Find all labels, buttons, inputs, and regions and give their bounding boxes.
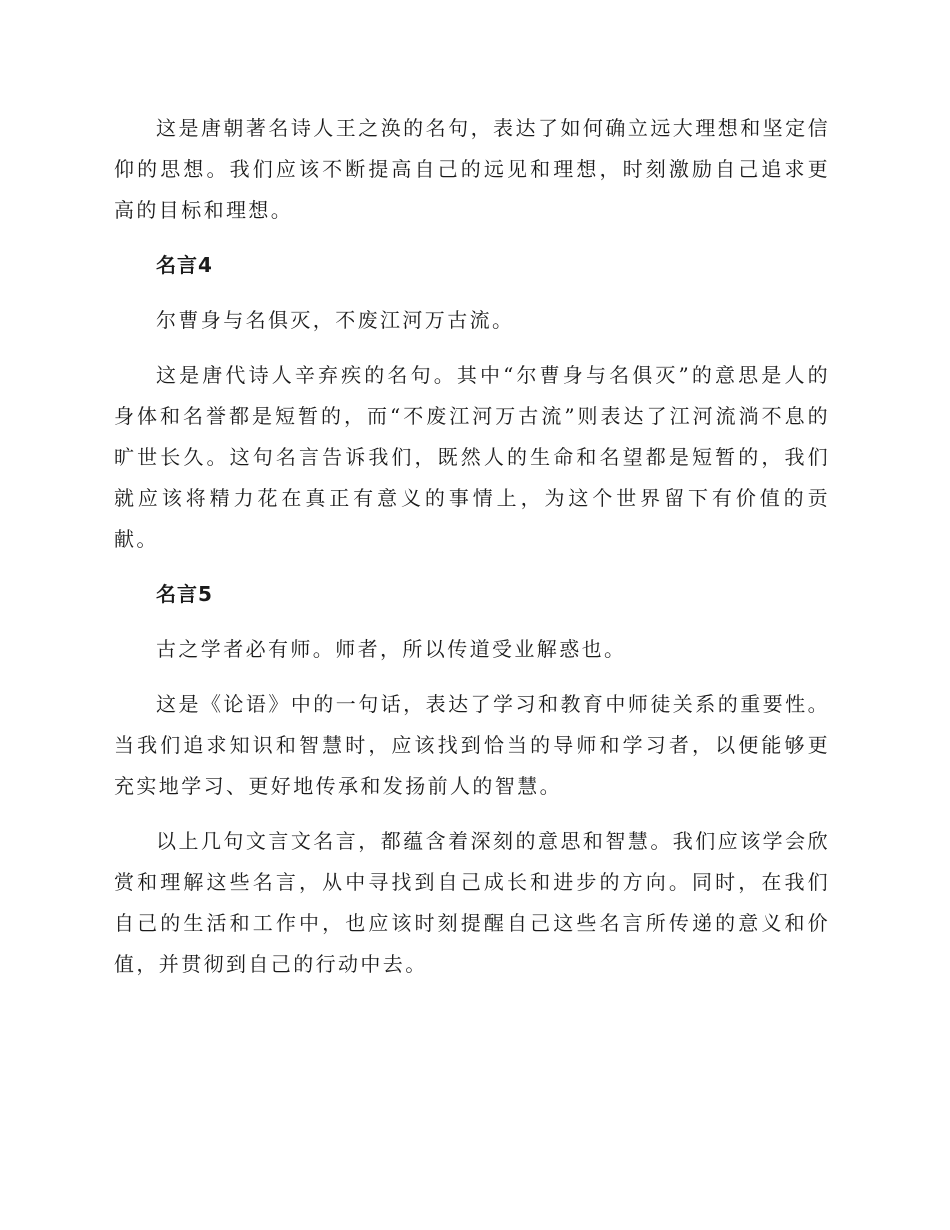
quote-4-text: 尔曹身与名俱灭，不废江河万古流。 [156, 308, 515, 332]
paragraph-quote-5-explanation: 这是《论语》中的一句话，表达了学习和教育中师徒关系的重要性。当我们追求知识和智慧时，应该找到恰当的导师和学习者，以便能够更充实地学习、更好地传承和发扬前人的智慧。 [114, 692, 830, 798]
paragraph-wang-zhihuan-explanation: 这是唐朝著名诗人王之涣的名句，表达了如何确立远大理想和坚定信仰的思想。我们应该不断提高自己的远见和理想，时刻激励自己追求更高的目标和理想。 [114, 116, 830, 222]
paragraph-quote-4-explanation: 这是唐代诗人辛弃疾的名句。其中“尔曹身与名俱灭”的意思是人的身体和名誉都是短暂的，而“不废江河万古流”则表达了江河流淌不息的旷世长久。这句名言告诉我们，既然人的生命和名望都是短暂的，我们就应该将精力花在真正有意义的事情上，为这个世界留下有价值的贡献。 [114, 363, 830, 551]
section-heading-quote-5: 名言5 [156, 582, 213, 606]
section-heading-quote-4: 名言4 [156, 253, 213, 277]
document-body [114, 108, 830, 999]
paragraph-conclusion: 以上几句文言文名言，都蕴含着深刻的意思和智慧。我们应该学会欣赏和理解这些名言，从中寻找到自己成长和进步的方向。同时，在我们自己的生活和工作中，也应该时刻提醒自己这些名言所传递的意义和价值，并贯彻到自己的行动中去。 [114, 829, 830, 976]
quote-5-text: 古之学者必有师。师者，所以传道受业解惑也。 [156, 637, 627, 661]
